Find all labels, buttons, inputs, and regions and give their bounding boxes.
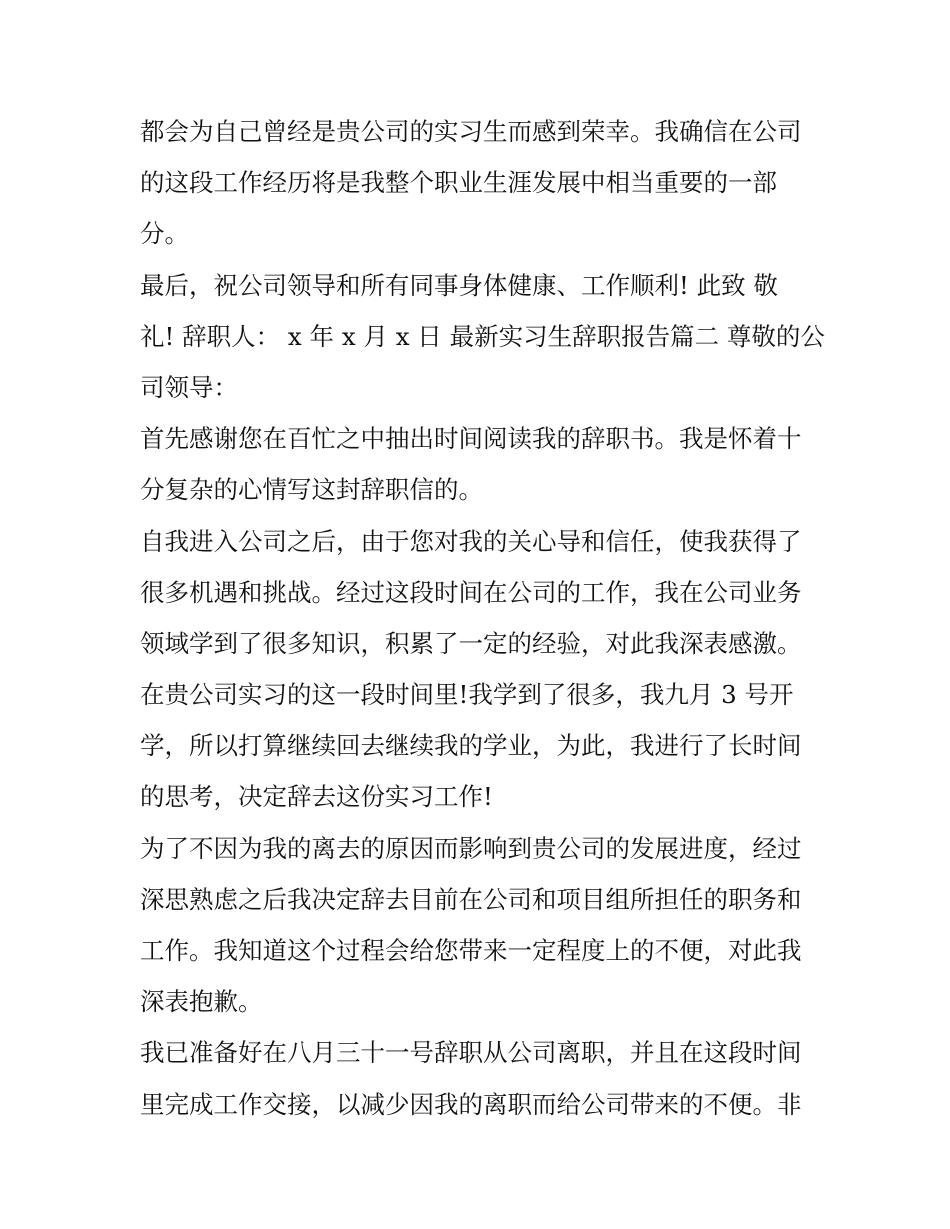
- text-line: 我已准备好在八月三十一号辞职从公司离职，并且在这段时间: [140, 1038, 802, 1068]
- text-line: 司领导：: [140, 372, 238, 402]
- text-line: 的思考，决定辞去这份实习工作!: [140, 782, 493, 812]
- text-line: 最后，祝公司领导和所有同事身体健康、工作顺利! 此致 敬: [140, 270, 778, 300]
- text-line: 深表抱歉。: [140, 987, 263, 1017]
- text-line: 学，所以打算继续回去继续我的学业，为此，我进行了长时间: [140, 731, 802, 761]
- text-line: 领域学到了很多知识，积累了一定的经验，对此我深表感激。: [140, 628, 802, 658]
- text-line: 深思熟虑之后我决定辞去目前在公司和项目组所担任的职务和: [140, 884, 802, 914]
- text-line: 分复杂的心情写这封辞职信的。: [140, 475, 483, 505]
- text-line: 里完成工作交接，以减少因我的离职而给公司带来的不便。非: [140, 1089, 802, 1119]
- text-line: 分。: [140, 219, 189, 249]
- text-line: 在贵公司实习的这一段时间里!我学到了很多，我九月 3 号开: [140, 680, 794, 710]
- text-line: 工作。我知道这个过程会给您带来一定程度上的不便，对此我: [140, 936, 802, 965]
- text-line: 为了不因为我的离去的原因而影响到贵公司的发展进度，经过: [140, 833, 802, 863]
- text-line: 自我进入公司之后，由于您对我的关心导和信任，使我获得了: [140, 526, 802, 556]
- text-line: 首先感谢您在百忙之中抽出时间阅读我的辞职书。我是怀着十: [140, 424, 802, 454]
- text-line: 都会为自己曾经是贵公司的实习生而感到荣幸。我确信在公司: [140, 117, 802, 146]
- text-line: 的这段工作经历将是我整个职业生涯发展中相当重要的一部: [140, 168, 777, 198]
- text-line: 礼! 辞职人： x 年 x 月 x 日 最新实习生辞职报告篇二 尊敬的公: [140, 321, 825, 351]
- document-body: [140, 106, 825, 1130]
- text-line: 很多机遇和挑战。经过这段时间在公司的工作，我在公司业务: [140, 577, 802, 607]
